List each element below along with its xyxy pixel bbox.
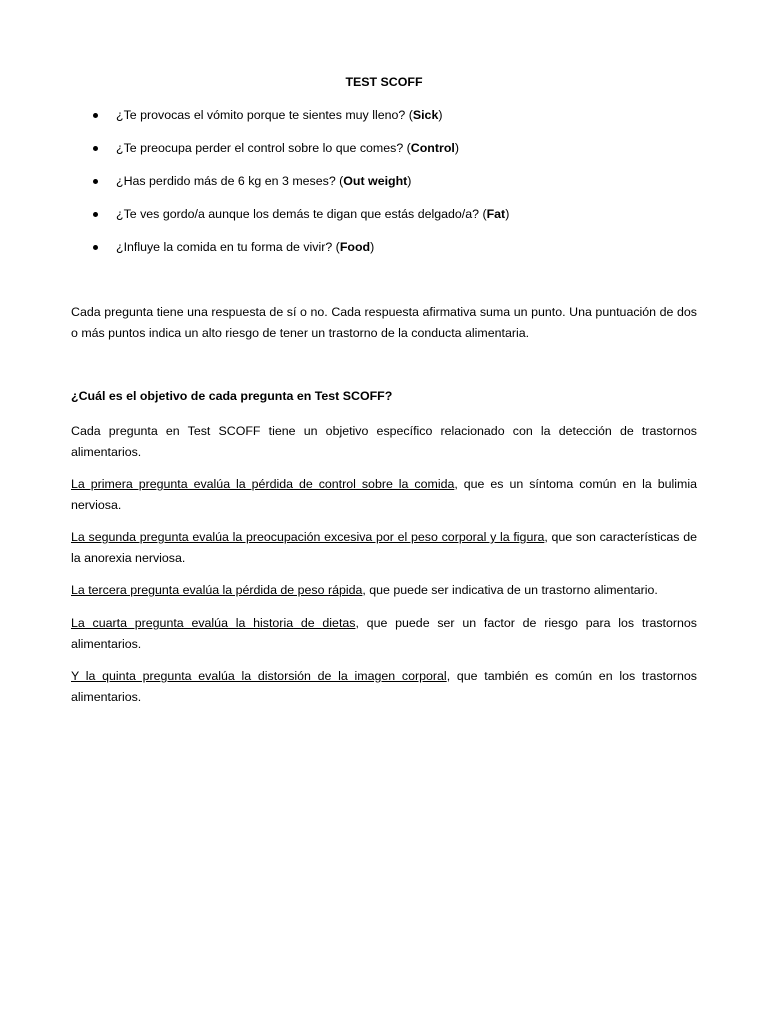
- question-close: ): [438, 108, 443, 122]
- question-text: ¿Influye la comida en tu forma de vivir? (: [116, 240, 340, 254]
- explanation-underlined: La cuarta pregunta evalúa la historia de dietas: [71, 616, 356, 630]
- explanation-rest: , que es un síntoma común en la bulimia nerviosa.: [71, 477, 697, 512]
- bullet-icon: [93, 113, 98, 118]
- explanation-rest: , que también es común en los trastornos alimentarios.: [71, 669, 697, 704]
- explanation-underlined: Y la quinta pregunta evalúa la distorsión de la imagen corporal: [71, 669, 447, 683]
- explanation-underlined: La segunda pregunta evalúa la preocupación excesiva por el peso corporal y la figura: [71, 530, 545, 544]
- explanation-paragraph: [71, 474, 697, 515]
- explanation-paragraph: [71, 666, 697, 707]
- explanation-paragraph: [71, 580, 697, 601]
- question-close: ): [505, 207, 510, 221]
- document-title: TEST SCOFF: [345, 75, 423, 89]
- objective-intro: Cada pregunta en Test SCOFF tiene un objetivo específico relacionado con la detección de trastornos alimentarios.: [71, 424, 697, 459]
- explanation-paragraph: [71, 527, 697, 568]
- bullet-icon: [93, 212, 98, 217]
- question-close: ): [370, 240, 375, 254]
- explanation-rest: , que puede ser indicativa de un trastorno alimentario.: [362, 583, 658, 597]
- question-close: ): [407, 174, 412, 188]
- list-item: [90, 206, 509, 239]
- question-key: Fat: [486, 207, 506, 221]
- explanation-underlined: La tercera pregunta evalúa la pérdida de peso rápida: [71, 583, 363, 597]
- objective-heading: ¿Cuál es el objetivo de cada pregunta en Test SCOFF?: [71, 389, 393, 403]
- bullet-icon: [93, 179, 98, 184]
- list-item: [90, 173, 509, 206]
- explanation-rest: , que puede ser un factor de riesgo para los trastornos alimentarios.: [71, 616, 697, 651]
- bullet-icon: [93, 245, 98, 250]
- explanation-paragraph: [71, 613, 697, 654]
- question-text: ¿Te ves gordo/a aunque los demás te digan que estás delgado/a? (: [116, 207, 487, 221]
- question-key: Control: [410, 141, 455, 155]
- question-text: ¿Te provocas el vómito porque te sientes muy lleno? (: [116, 108, 413, 122]
- scoring-paragraph: Cada pregunta tiene una respuesta de sí o no. Cada respuesta afirmativa suma un punto. Una puntuación de dos o más puntos indica un alto riesgo de tener un trastorno de la conducta alimentaria.: [71, 305, 697, 340]
- list-item: [90, 140, 509, 173]
- question-key: Sick: [412, 108, 439, 122]
- list-item: [90, 239, 509, 272]
- explanation-underlined: La primera pregunta evalúa la pérdida de control sobre la comida: [71, 477, 455, 491]
- bullet-icon: [93, 146, 98, 151]
- question-text: ¿Te preocupa perder el control sobre lo que comes? (: [116, 141, 411, 155]
- question-key: Food: [339, 240, 371, 254]
- question-key: Out weight: [343, 174, 408, 188]
- explanation-rest: , que son características de la anorexia nerviosa.: [71, 530, 697, 565]
- question-list: [90, 107, 509, 272]
- question-close: ): [454, 141, 459, 155]
- question-text: ¿Has perdido más de 6 kg en 3 meses? (: [116, 174, 344, 188]
- list-item: [90, 107, 509, 140]
